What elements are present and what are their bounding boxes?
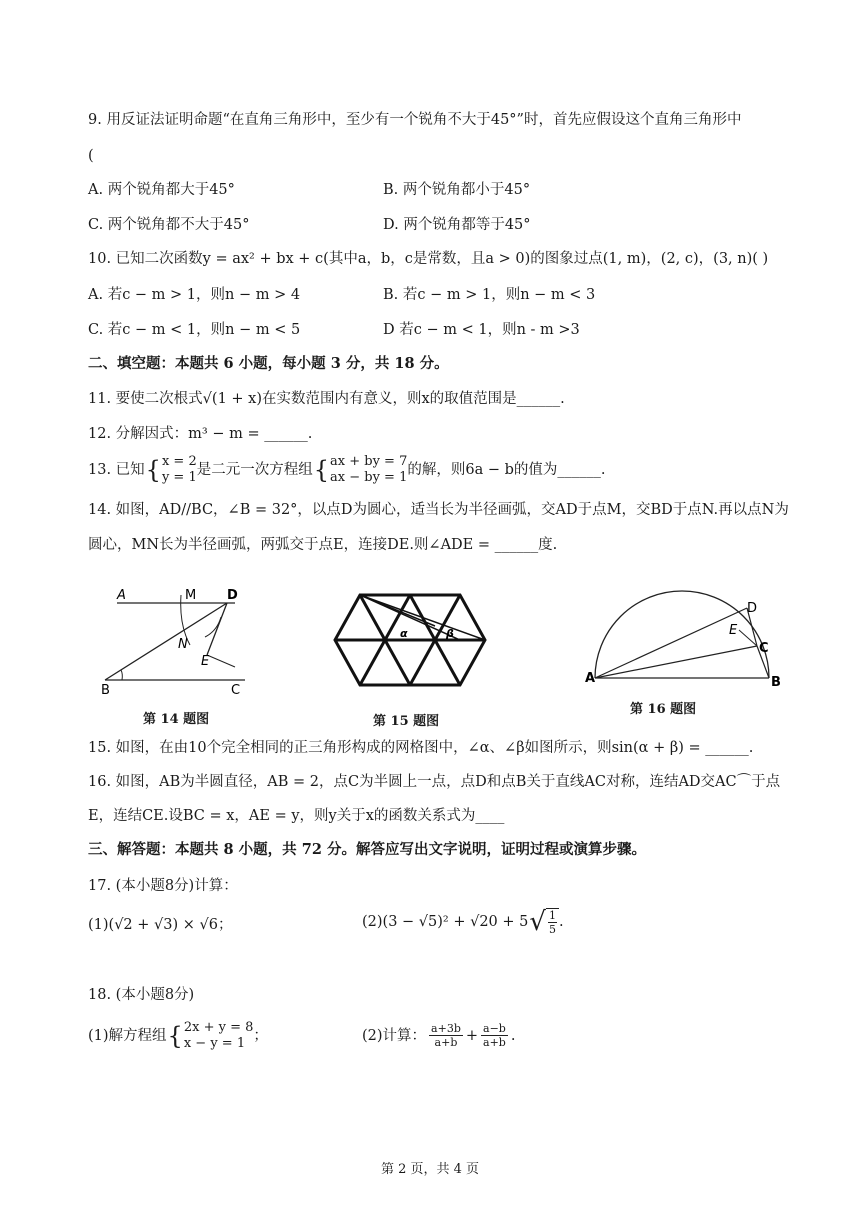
q18-part-1 <box>88 1018 268 1054</box>
q15: 15. 如图，在由10个完全相同的正三角形构成的网格图中，∠α、∠β如图所示，则sin(α + β) = ______. <box>88 740 754 756</box>
q11: 11. 要使二次根式√(1 + x)在实数范围内有意义，则x的取值范围是______. <box>88 391 565 407</box>
q10-option-b: B. 若c − m > 1，则n − m < 3 <box>383 287 596 303</box>
page-footer: 第 2 页，共 4 页 <box>380 1162 480 1177</box>
fig14-label-m: M <box>185 588 197 603</box>
q18-part-2 <box>362 1022 515 1049</box>
fig14-label-e: E <box>201 654 210 669</box>
fig14-label-b: B <box>101 683 110 698</box>
q14-line-1: 14. 如图，AD//BC，∠B = 32°，以点D为圆心，适当长为半径画弧，交AD于点M，交BD于点N.再以点N为 <box>88 502 789 518</box>
q17-part-2-period: . <box>558 914 564 930</box>
q17-fraction-numerator: 1 <box>548 909 556 922</box>
q13-solution-system <box>162 454 197 486</box>
fig14-label-d: D <box>227 588 238 603</box>
q18-part-1-semicolon: ； <box>253 1028 268 1044</box>
brace-icon: { <box>167 1022 183 1050</box>
q17-fraction <box>546 908 559 936</box>
q13 <box>88 452 606 488</box>
q13-sys1-top: x = 2 <box>161 454 197 469</box>
q16-line-2: E，连结CE.设BC = x，AE = y，则y关于x的函数关系式为____ <box>88 808 505 824</box>
q17-part-2 <box>362 904 564 940</box>
q18-equation-system <box>184 1020 254 1052</box>
q9-option-c: C. 两个锐角都不大于45° <box>88 217 250 233</box>
q18-fraction-2-denominator: a+b <box>483 1036 506 1049</box>
fig16-label-b: B <box>771 675 781 690</box>
q18-eq-top: 2x + y = 8 <box>183 1020 254 1035</box>
q13-sys1-bottom: y = 1 <box>161 470 197 485</box>
fig15-caption: 第 15 题图 <box>373 714 440 729</box>
fig14-label-a: A <box>117 588 126 603</box>
q18-fraction-1-denominator: a+b <box>434 1036 458 1049</box>
fig14-label-c: C <box>231 683 241 698</box>
q18-heading: 18. (本小题8分) <box>88 987 195 1003</box>
brace-icon: { <box>313 456 330 484</box>
q17-part-2-expression: (2)(3 − √5)² + √20 + 5 <box>362 914 529 930</box>
q13-suffix: 的解，则6a − b的值为______. <box>407 462 606 478</box>
fig16-caption: 第 16 题图 <box>630 702 697 717</box>
q13-equation-system <box>330 454 407 486</box>
q13-mid: 是二元一次方程组 <box>196 462 313 478</box>
q9-paren: ( <box>88 148 94 164</box>
q9-option-b: B. 两个锐角都小于45° <box>383 182 531 198</box>
figure-15 <box>330 590 490 695</box>
q14-line-2: 圆心，MN长为半径画弧，两弧交于点E，连接DE.则∠ADE = ______度. <box>88 537 558 553</box>
q10-option-c: C. 若c − m < 1，则n − m < 5 <box>88 322 301 338</box>
q13-prefix: 13. 已知 <box>88 462 145 478</box>
q18-part-1-label: (1)解方程组 <box>88 1028 167 1044</box>
q9-option-d: D. 两个锐角都等于45° <box>383 217 531 233</box>
figure-14 <box>95 585 255 700</box>
q18-eq-bottom: x − y = 1 <box>183 1036 246 1051</box>
figure-16 <box>585 590 785 690</box>
fig16-label-e: E <box>729 623 738 638</box>
fig14-label-n: N <box>178 637 188 652</box>
q18-fraction-1-numerator: a+3b <box>431 1022 461 1035</box>
q17-part-1: (1)(√2 + √3) × √6； <box>88 917 233 933</box>
q18-plus: + <box>465 1027 479 1044</box>
sqrt-icon: √ <box>529 907 546 937</box>
fig16-label-a: A <box>585 671 596 686</box>
q18-fraction-2-numerator: a−b <box>483 1022 506 1035</box>
q12: 12. 分解因式：m³ − m = ______. <box>88 426 313 442</box>
brace-icon: { <box>145 456 161 484</box>
q13-sys2-top: ax + by = 7 <box>330 454 408 469</box>
q13-sys2-bottom: ax − by = 1 <box>330 470 408 485</box>
q9-option-a: A. 两个锐角都大于45° <box>88 182 235 198</box>
q10-option-a: A. 若c − m > 1，则n − m > 4 <box>88 287 301 303</box>
q16-line-1: 16. 如图，AB为半圆直径，AB = 2，点C为半圆上一点，点D和点B关于直线AC对称，连结AD交AC⌒于点 <box>88 774 781 790</box>
fig16-label-c: C <box>759 641 769 656</box>
q9-stem: 9. 用反证法证明命题“在直角三角形中，至少有一个锐角不大于45°”时，首先应假设这个直角三角形中 <box>88 112 742 128</box>
q17-heading: 17. (本小题8分)计算： <box>88 878 238 894</box>
q10-option-d: D 若c − m < 1，则n - m >3 <box>383 322 580 338</box>
fig15-alpha-label: α <box>400 627 408 640</box>
fig16-label-d: D <box>747 601 758 616</box>
q18-part-2-period: . <box>510 1027 516 1044</box>
fig14-caption: 第 14 题图 <box>143 712 210 727</box>
q18-fraction-1 <box>429 1022 463 1049</box>
section-2-heading: 二、填空题：本题共 6 小题，每小题 3 分，共 18 分。 <box>88 355 449 372</box>
q17-fraction-denominator: 5 <box>548 923 556 936</box>
section-3-heading: 三、解答题：本题共 8 小题，共 72 分。解答应写出文字说明，证明过程或演算步骤。 <box>88 841 646 858</box>
q18-fraction-2 <box>481 1022 508 1049</box>
q10-stem: 10. 已知二次函数y = ax² + bx + c(其中a，b，c是常数，且a > 0)的图象过点(1, m)，(2, c)，(3, n)( ) <box>88 251 769 267</box>
fig15-beta-label: β <box>446 627 454 640</box>
q18-part-2-label: (2)计算： <box>362 1027 427 1044</box>
